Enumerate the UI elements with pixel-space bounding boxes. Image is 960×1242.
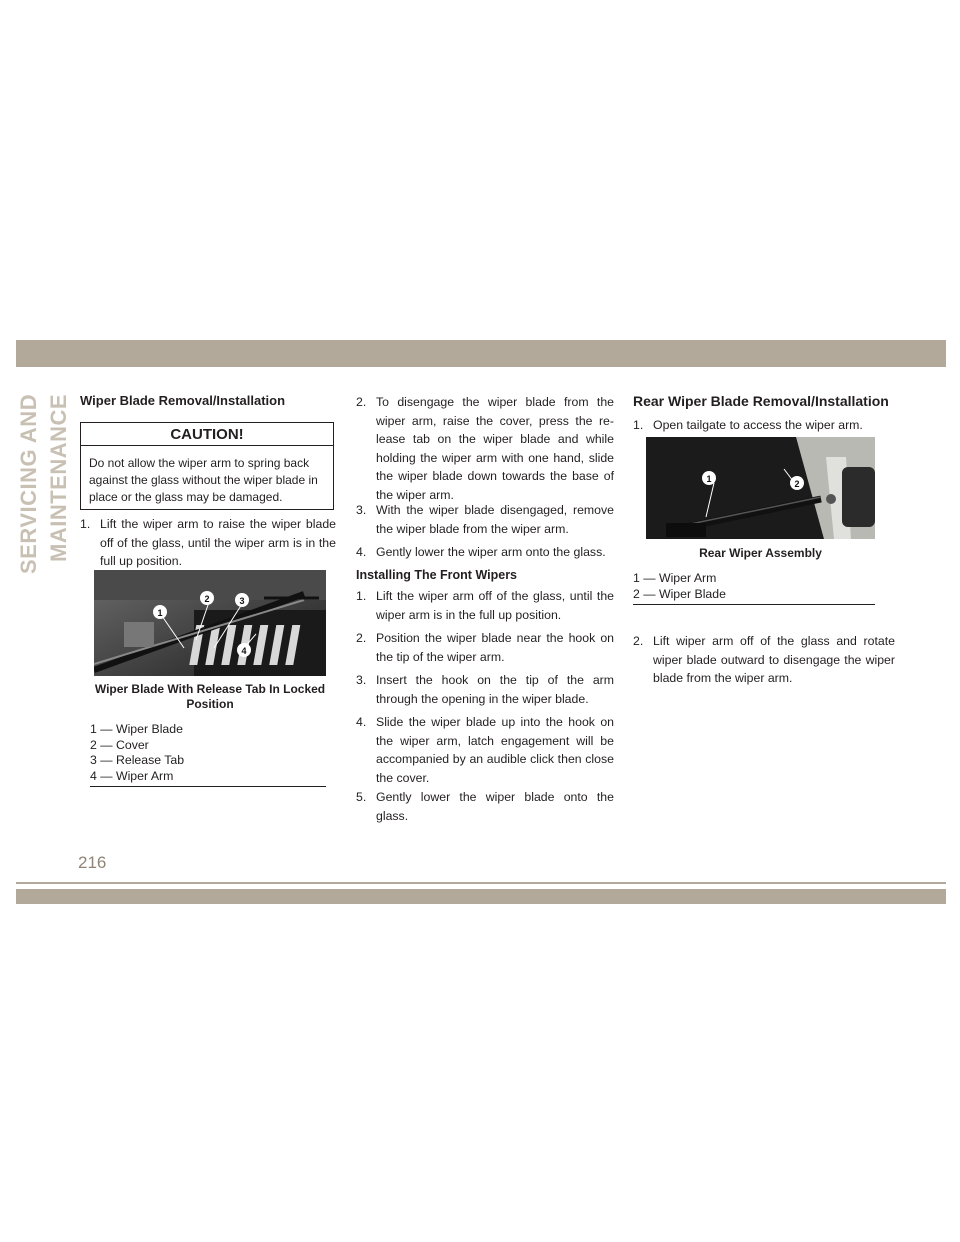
step-4 xyxy=(356,543,618,562)
callout-2: 2 xyxy=(204,594,210,604)
legend-rule xyxy=(90,786,326,787)
page-number: 216 xyxy=(78,853,107,872)
step-number: 2. xyxy=(356,631,367,645)
install-subheading: Installing The Front Wipers xyxy=(356,568,518,582)
caution-box xyxy=(80,422,334,510)
step-number: 2. xyxy=(356,395,367,409)
rear-wiper-illustration xyxy=(646,437,875,539)
section-title: SERVICING AND MAINTENANCE xyxy=(16,394,71,575)
rear-figure-caption: Rear Wiper Assembly xyxy=(699,546,822,560)
legend-item: 4 — Wiper Arm xyxy=(90,768,174,783)
step-number: 4. xyxy=(356,545,367,559)
step-text: Gently lower the wiper blade onto the glass. xyxy=(376,790,614,823)
legend-item: 2 — Cover xyxy=(90,737,149,752)
step-2 xyxy=(356,393,614,504)
install-step-5 xyxy=(356,788,614,825)
rear-step-2 xyxy=(633,632,895,688)
front-wiper-illustration xyxy=(94,570,326,676)
step-text: Lift the wiper arm off of the glass, until the wiper arm is in the full up position. xyxy=(376,589,614,622)
step-number: 4. xyxy=(356,715,367,729)
install-step-4 xyxy=(356,713,614,787)
legend-item: 1 — Wiper Arm xyxy=(633,571,717,585)
step-text: Lift the wiper arm to raise the wiper blade off of the glass, until the wiper arm is in the full up position. xyxy=(100,517,336,568)
step-text: To disengage the wiper blade from the wiper arm, raise the cover, press the re-lease tab on the wiper blade and while holding the wiper arm with one hand, slide the wiper blade down towards the base of the wiper arm. xyxy=(376,395,614,502)
rear-wiper-figure xyxy=(646,437,875,539)
step-number: 5. xyxy=(356,790,367,804)
legend-item: 1 — Wiper Blade xyxy=(90,722,183,736)
rear-step-1 xyxy=(633,416,895,435)
left-heading: Wiper Blade Removal/Installation xyxy=(80,393,286,408)
callout-3: 3 xyxy=(239,596,245,606)
step-number: 1. xyxy=(80,517,91,531)
callout-1: 1 xyxy=(157,608,163,618)
install-step-2 xyxy=(356,629,614,666)
caution-body: Do not allow the wiper arm to spring back against the glass without the wiper blade in place or the glass may be damaged. xyxy=(89,456,318,504)
step-text: Open tailgate to access the wiper arm. xyxy=(653,418,863,432)
rear-figure-legend xyxy=(633,571,726,602)
step-3 xyxy=(356,501,614,538)
legend-rule xyxy=(633,604,875,605)
callout-1: 1 xyxy=(706,474,712,484)
step-number: 1. xyxy=(356,589,367,603)
step-text: Gently lower the wiper arm onto the glass. xyxy=(376,545,606,559)
legend-item: 2 — Wiper Blade xyxy=(633,586,726,601)
step-number: 3. xyxy=(356,503,367,517)
caution-title: CAUTION! xyxy=(81,423,333,446)
front-wiper-figure xyxy=(94,570,326,676)
footer-rule xyxy=(16,882,946,884)
step-number: 1. xyxy=(633,418,644,432)
step-text: Position the wiper blade near the hook on the tip of the wiper arm. xyxy=(376,631,614,664)
step-number: 2. xyxy=(633,634,644,648)
step-1 xyxy=(80,515,336,571)
step-number: 3. xyxy=(356,673,367,687)
step-text: With the wiper blade disengaged, remove the wiper blade from the wiper arm. xyxy=(376,503,614,536)
front-figure-legend xyxy=(90,722,184,784)
callout-2: 2 xyxy=(794,479,800,489)
step-text: Slide the wiper blade up into the hook on the wiper arm, latch engagement will be accompanied by an audible click then close the cover. xyxy=(376,715,614,785)
step-text: Insert the hook on the tip of the arm through the opening in the wiper blade. xyxy=(376,673,614,706)
callout-4: 4 xyxy=(241,646,247,656)
legend-item: 3 — Release Tab xyxy=(90,753,185,767)
front-figure-caption: Wiper Blade With Release Tab In Locked Position xyxy=(94,682,326,711)
header-band xyxy=(16,340,946,367)
footer-band xyxy=(16,889,946,904)
install-step-1 xyxy=(356,587,614,624)
install-step-3 xyxy=(356,671,614,708)
right-heading: Rear Wiper Blade Removal/Installation xyxy=(633,393,889,409)
step-text: Lift wiper arm off of the glass and rotate wiper blade outward to disengage the wiper blade from the wiper arm. xyxy=(653,634,895,685)
